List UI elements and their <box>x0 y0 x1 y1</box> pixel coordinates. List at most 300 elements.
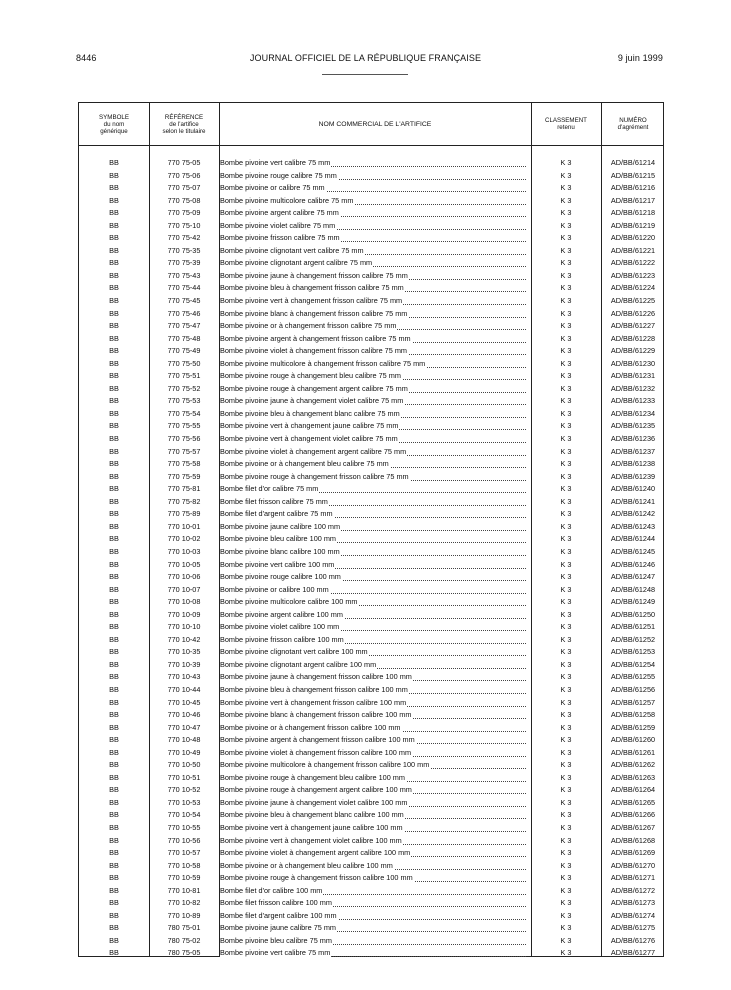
symbol-cell: BB <box>109 434 119 444</box>
name-cell <box>219 885 526 898</box>
table-row <box>79 295 663 308</box>
name-cell <box>219 935 526 948</box>
reference-cell: 770 75-47 <box>167 321 201 331</box>
table-row <box>79 433 663 446</box>
table-row <box>79 571 663 584</box>
reference-cell: 770 75-35 <box>167 245 201 255</box>
classement-cell: K 3 <box>560 383 572 393</box>
table-row <box>79 345 663 358</box>
table-row <box>79 947 663 960</box>
numero-cell: AD/BB/61277 <box>610 948 656 958</box>
classement-cell: K 3 <box>560 722 572 732</box>
numero-cell: AD/BB/61258 <box>610 710 656 720</box>
reference-cell: 770 10-57 <box>167 848 201 858</box>
name-text: Bombe pivoine violet à changement argent calibre 75 mm <box>220 446 407 456</box>
classement-cell: K 3 <box>560 521 572 531</box>
header-numero-line: d'agrément <box>617 124 649 131</box>
reference-cell: 770 75-45 <box>167 296 201 306</box>
table-row <box>79 320 663 333</box>
symbol-cell: BB <box>109 195 119 205</box>
classement-cell: K 3 <box>560 371 572 381</box>
reference-cell: 770 75-82 <box>167 496 201 506</box>
header-nom <box>219 103 531 145</box>
symbol-cell: BB <box>109 772 119 782</box>
symbol-cell: BB <box>109 233 119 243</box>
header-numero <box>601 103 665 145</box>
numero-cell: AD/BB/61269 <box>610 848 656 858</box>
name-text: Bombe pivoine blanc calibre 100 mm <box>220 546 340 556</box>
numero-cell: AD/BB/61226 <box>610 308 656 318</box>
table-row <box>79 195 663 208</box>
classement-cell: K 3 <box>560 484 572 494</box>
classement-cell: K 3 <box>560 195 572 205</box>
name-text: Bombe pivoine or calibre 75 mm <box>220 183 325 193</box>
name-text: Bombe pivoine vert à changement jaune calibre 100 mm <box>220 822 403 832</box>
numero-cell: AD/BB/61251 <box>610 622 656 632</box>
numero-cell: AD/BB/61250 <box>610 609 656 619</box>
table-row <box>79 734 663 747</box>
table-row <box>79 596 663 609</box>
symbol-cell: BB <box>109 521 119 531</box>
symbol-cell: BB <box>109 722 119 732</box>
symbol-cell: BB <box>109 647 119 657</box>
name-text: Bombe filet d'or calibre 100 mm <box>220 885 323 895</box>
reference-cell: 770 75-06 <box>167 170 201 180</box>
name-cell <box>219 659 526 672</box>
journal-title: JOURNAL OFFICIEL DE LA RÉPUBLIQUE FRANÇAISE <box>249 53 482 63</box>
name-text: Bombe filet d'argent calibre 100 mm <box>220 910 337 920</box>
name-cell <box>219 433 526 446</box>
numero-cell: AD/BB/61253 <box>610 647 656 657</box>
reference-cell: 770 10-45 <box>167 697 201 707</box>
name-cell <box>219 245 526 258</box>
table-row <box>79 257 663 270</box>
numero-cell: AD/BB/61241 <box>610 496 656 506</box>
name-cell <box>219 922 526 935</box>
classement-cell: K 3 <box>560 446 572 456</box>
name-text: Bombe pivoine bleu à changement frisson calibre 100 mm <box>220 684 408 694</box>
name-cell <box>219 195 526 208</box>
name-text: Bombe pivoine or à changement frisson calibre 75 mm <box>220 321 397 331</box>
symbol-cell: BB <box>109 910 119 920</box>
table-row <box>79 420 663 433</box>
table-row <box>79 220 663 233</box>
classement-cell: K 3 <box>560 572 572 582</box>
symbol-cell: BB <box>109 208 119 218</box>
reference-cell: 770 75-10 <box>167 220 201 230</box>
table-header <box>79 103 663 146</box>
header-classement <box>531 103 601 145</box>
table-row <box>79 860 663 873</box>
name-text: Bombe pivoine violet à changement argent calibre 100 mm <box>220 848 411 858</box>
numero-cell: AD/BB/61218 <box>610 208 656 218</box>
name-cell <box>219 835 526 848</box>
name-text: Bombe pivoine violet à changement frisson calibre 75 mm <box>220 346 407 356</box>
table-row <box>79 885 663 898</box>
page-number: 8446 <box>76 53 97 63</box>
classement-cell: K 3 <box>560 158 572 167</box>
reference-cell: 770 10-01 <box>167 521 201 531</box>
numero-cell: AD/BB/61243 <box>610 521 656 531</box>
name-cell <box>219 508 526 521</box>
numero-cell: AD/BB/61217 <box>610 195 656 205</box>
header-symbole-line: générique <box>100 127 128 135</box>
symbol-cell: BB <box>109 270 119 280</box>
table-row <box>79 559 663 572</box>
numero-cell: AD/BB/61268 <box>610 835 656 845</box>
name-text: Bombe pivoine violet à changement frisson calibre 100 mm <box>220 747 412 757</box>
numero-cell: AD/BB/61231 <box>610 371 656 381</box>
symbol-cell: BB <box>109 220 119 230</box>
numero-cell: AD/BB/61263 <box>610 772 656 782</box>
table-row <box>79 207 663 220</box>
name-cell <box>219 747 526 760</box>
numero-cell: AD/BB/61272 <box>610 885 656 895</box>
table-row <box>79 709 663 722</box>
table-row <box>79 697 663 710</box>
classement-cell: K 3 <box>560 559 572 569</box>
name-text: Bombe pivoine vert à changement violet calibre 75 mm <box>220 434 398 444</box>
symbol-cell: BB <box>109 396 119 406</box>
table-row <box>79 471 663 484</box>
numero-cell: AD/BB/61230 <box>610 358 656 368</box>
name-cell <box>219 860 526 873</box>
symbol-cell: BB <box>109 446 119 456</box>
symbol-cell: BB <box>109 659 119 669</box>
numero-cell: AD/BB/61234 <box>610 408 656 418</box>
numero-cell: AD/BB/61274 <box>610 910 656 920</box>
name-text: Bombe pivoine rouge à changement argent calibre 75 mm <box>220 383 408 393</box>
table-row <box>79 671 663 684</box>
table-row <box>79 308 663 321</box>
symbol-cell: BB <box>109 546 119 556</box>
classement-cell: K 3 <box>560 471 572 481</box>
reference-cell: 770 75-58 <box>167 459 201 469</box>
name-cell <box>219 671 526 684</box>
symbol-cell: BB <box>109 496 119 506</box>
name-text: Bombe pivoine rouge à changement argent calibre 100 mm <box>220 785 412 795</box>
numero-cell: AD/BB/61245 <box>610 546 656 556</box>
numero-cell: AD/BB/61238 <box>610 459 656 469</box>
name-text: Bombe filet frisson calibre 100 mm <box>220 898 332 908</box>
reference-cell: 770 10-08 <box>167 597 201 607</box>
table-row <box>79 496 663 509</box>
numero-cell: AD/BB/61273 <box>610 898 656 908</box>
numero-cell: AD/BB/61240 <box>610 484 656 494</box>
name-cell <box>219 295 526 308</box>
name-cell <box>219 257 526 270</box>
table-row <box>79 835 663 848</box>
reference-cell: 770 75-53 <box>167 396 201 406</box>
header-classement-line: CLASSEMENT <box>545 117 587 124</box>
reference-cell: 770 75-07 <box>167 183 201 193</box>
name-text: Bombe pivoine vert calibre 75 mm <box>220 158 331 167</box>
name-cell <box>219 182 526 195</box>
classement-cell: K 3 <box>560 183 572 193</box>
table-row <box>79 910 663 923</box>
classement-cell: K 3 <box>560 898 572 908</box>
name-text: Bombe pivoine clignotant argent calibre 100 mm <box>220 659 377 669</box>
name-text: Bombe pivoine clignotant argent calibre 75 mm <box>220 258 373 268</box>
name-cell <box>219 722 526 735</box>
symbol-cell: BB <box>109 923 119 933</box>
numero-cell: AD/BB/61229 <box>610 346 656 356</box>
classement-cell: K 3 <box>560 684 572 694</box>
name-text: Bombe pivoine frisson calibre 75 mm <box>220 233 340 243</box>
reference-cell: 770 75-44 <box>167 283 201 293</box>
symbol-cell: BB <box>109 296 119 306</box>
header-symbole <box>79 103 149 145</box>
numero-cell: AD/BB/61252 <box>610 634 656 644</box>
classement-cell: K 3 <box>560 283 572 293</box>
numero-cell: AD/BB/61227 <box>610 321 656 331</box>
numero-cell: AD/BB/61247 <box>610 572 656 582</box>
name-cell <box>219 282 526 295</box>
name-cell <box>219 684 526 697</box>
reference-cell: 770 10-47 <box>167 722 201 732</box>
name-text: Bombe filet d'argent calibre 75 mm <box>220 509 333 519</box>
name-cell <box>219 596 526 609</box>
header-divider <box>322 74 408 75</box>
reference-cell: 770 10-39 <box>167 659 201 669</box>
name-text: Bombe pivoine argent calibre 75 mm <box>220 208 339 218</box>
name-text: Bombe pivoine jaune calibre 100 mm <box>220 521 341 531</box>
classement-cell: K 3 <box>560 396 572 406</box>
table-row <box>79 797 663 810</box>
numero-cell: AD/BB/61246 <box>610 559 656 569</box>
symbol-cell: BB <box>109 835 119 845</box>
symbol-cell: BB <box>109 885 119 895</box>
name-cell <box>219 157 526 170</box>
numero-cell: AD/BB/61270 <box>610 860 656 870</box>
reference-cell: 770 75-57 <box>167 446 201 456</box>
symbol-cell: BB <box>109 371 119 381</box>
classement-cell: K 3 <box>560 848 572 858</box>
reference-cell: 770 10-03 <box>167 546 201 556</box>
name-cell <box>219 496 526 509</box>
name-cell <box>219 759 526 772</box>
table-row <box>79 546 663 559</box>
name-text: Bombe pivoine vert à changement frisson calibre 75 mm <box>220 296 403 306</box>
reference-cell: 770 10-44 <box>167 684 201 694</box>
name-cell <box>219 232 526 245</box>
name-text: Bombe pivoine vert à changement violet calibre 100 mm <box>220 835 402 845</box>
classement-cell: K 3 <box>560 333 572 343</box>
name-text: Bombe pivoine multicolore calibre 100 mm <box>220 597 358 607</box>
classement-cell: K 3 <box>560 308 572 318</box>
numero-cell: AD/BB/61235 <box>610 421 656 431</box>
name-cell <box>219 383 526 396</box>
reference-cell: 770 10-82 <box>167 898 201 908</box>
classement-cell: K 3 <box>560 584 572 594</box>
reference-cell: 770 75-46 <box>167 308 201 318</box>
name-text: Bombe pivoine vert calibre 100 mm <box>220 559 335 569</box>
numero-cell: AD/BB/61221 <box>610 245 656 255</box>
classement-cell: K 3 <box>560 233 572 243</box>
symbol-cell: BB <box>109 609 119 619</box>
reference-cell: 770 75-50 <box>167 358 201 368</box>
name-cell <box>219 471 526 484</box>
classement-cell: K 3 <box>560 797 572 807</box>
name-text: Bombe pivoine multicolore calibre 75 mm <box>220 195 354 205</box>
table-row <box>79 784 663 797</box>
symbol-cell: BB <box>109 873 119 883</box>
symbol-cell: BB <box>109 559 119 569</box>
reference-cell: 770 10-55 <box>167 822 201 832</box>
symbol-cell: BB <box>109 421 119 431</box>
classement-cell: K 3 <box>560 659 572 669</box>
name-cell <box>219 646 526 659</box>
name-text: Bombe pivoine rouge à changement frisson calibre 100 mm <box>220 873 413 883</box>
symbol-cell: BB <box>109 283 119 293</box>
name-cell <box>219 734 526 747</box>
classement-cell: K 3 <box>560 735 572 745</box>
name-text: Bombe pivoine rouge à changement bleu calibre 100 mm <box>220 772 405 782</box>
reference-cell: 770 10-51 <box>167 772 201 782</box>
numero-cell: AD/BB/61275 <box>610 923 656 933</box>
symbol-cell: BB <box>109 258 119 268</box>
table-row <box>79 659 663 672</box>
numero-cell: AD/BB/61271 <box>610 873 656 883</box>
name-text: Bombe pivoine argent calibre 100 mm <box>220 609 343 619</box>
table-row <box>79 508 663 521</box>
classement-cell: K 3 <box>560 509 572 519</box>
symbol-cell: BB <box>109 346 119 356</box>
reference-cell: 770 10-53 <box>167 797 201 807</box>
numero-cell: AD/BB/61228 <box>610 333 656 343</box>
symbol-cell: BB <box>109 860 119 870</box>
name-cell <box>219 609 526 622</box>
reference-cell: 770 10-50 <box>167 760 201 770</box>
classement-cell: K 3 <box>560 258 572 268</box>
table-row <box>79 446 663 459</box>
table-row <box>79 872 663 885</box>
table-row <box>79 609 663 622</box>
name-text: Bombe pivoine clignotant vert calibre 75 mm <box>220 245 364 255</box>
approval-table <box>78 102 664 957</box>
header-reference-line: RÉFÉRENCE <box>164 113 204 121</box>
numero-cell: AD/BB/61249 <box>610 597 656 607</box>
reference-cell: 770 75-43 <box>167 270 201 280</box>
name-text: Bombe pivoine rouge calibre 100 mm <box>220 572 341 582</box>
numero-cell: AD/BB/61248 <box>610 584 656 594</box>
name-cell <box>219 584 526 597</box>
symbol-cell: BB <box>109 572 119 582</box>
classement-cell: K 3 <box>560 647 572 657</box>
symbol-cell: BB <box>109 747 119 757</box>
numero-cell: AD/BB/61222 <box>610 258 656 268</box>
symbol-cell: BB <box>109 509 119 519</box>
name-text: Bombe pivoine violet calibre 100 mm <box>220 622 340 632</box>
name-text: Bombe pivoine jaune calibre 75 mm <box>220 923 337 933</box>
name-cell <box>219 320 526 333</box>
header-reference-line: selon le titulaire <box>162 127 206 135</box>
symbol-cell: BB <box>109 333 119 343</box>
reference-cell: 770 75-54 <box>167 408 201 418</box>
reference-cell: 770 10-56 <box>167 835 201 845</box>
numero-cell: AD/BB/61266 <box>610 810 656 820</box>
table-row <box>79 458 663 471</box>
reference-cell: 770 10-48 <box>167 735 201 745</box>
name-cell <box>219 446 526 459</box>
table-row <box>79 722 663 735</box>
name-text: Bombe pivoine rouge à changement bleu calibre 75 mm <box>220 371 401 381</box>
numero-cell: AD/BB/61223 <box>610 270 656 280</box>
table-row <box>79 935 663 948</box>
symbol-cell: BB <box>109 634 119 644</box>
name-cell <box>219 910 526 923</box>
name-text: Bombe pivoine multicolore à changement frisson calibre 100 mm <box>220 760 430 770</box>
symbol-cell: BB <box>109 170 119 180</box>
name-text: Bombe pivoine bleu calibre 100 mm <box>220 534 337 544</box>
table-row <box>79 170 663 183</box>
reference-cell: 770 75-09 <box>167 208 201 218</box>
reference-cell: 770 10-58 <box>167 860 201 870</box>
reference-cell: 770 75-59 <box>167 471 201 481</box>
reference-cell: 770 75-81 <box>167 484 201 494</box>
reference-cell: 770 75-52 <box>167 383 201 393</box>
classement-cell: K 3 <box>560 220 572 230</box>
table-body <box>79 157 663 960</box>
numero-cell: AD/BB/61232 <box>610 383 656 393</box>
classement-cell: K 3 <box>560 296 572 306</box>
symbol-cell: BB <box>109 383 119 393</box>
classement-cell: K 3 <box>560 459 572 469</box>
numero-cell: AD/BB/61236 <box>610 434 656 444</box>
name-text: Bombe pivoine clignotant vert calibre 100 mm <box>220 647 368 657</box>
classement-cell: K 3 <box>560 710 572 720</box>
name-text: Bombe pivoine argent à changement frisson calibre 100 mm <box>220 735 415 745</box>
reference-cell: 770 75-48 <box>167 333 201 343</box>
table-row <box>79 584 663 597</box>
table-row <box>79 847 663 860</box>
reference-cell: 770 10-59 <box>167 873 201 883</box>
name-cell <box>219 333 526 346</box>
symbol-cell: BB <box>109 484 119 494</box>
classement-cell: K 3 <box>560 358 572 368</box>
table-row <box>79 157 663 170</box>
table-row <box>79 809 663 822</box>
numero-cell: AD/BB/61220 <box>610 233 656 243</box>
classement-cell: K 3 <box>560 672 572 682</box>
name-text: Bombe pivoine vert calibre 75 mm <box>220 948 331 958</box>
reference-cell: 770 10-43 <box>167 672 201 682</box>
reference-cell: 780 75-02 <box>167 935 201 945</box>
symbol-cell: BB <box>109 735 119 745</box>
header-numero-line: NUMÉRO <box>619 117 647 124</box>
name-text: Bombe pivoine multicolore à changement frisson calibre 75 mm <box>220 358 426 368</box>
classement-cell: K 3 <box>560 609 572 619</box>
reference-cell: 770 10-35 <box>167 647 201 657</box>
classement-cell: K 3 <box>560 321 572 331</box>
classement-cell: K 3 <box>560 860 572 870</box>
symbol-cell: BB <box>109 584 119 594</box>
name-text: Bombe pivoine or à changement bleu calibre 100 mm <box>220 860 393 870</box>
classement-cell: K 3 <box>560 496 572 506</box>
name-cell <box>219 458 526 471</box>
numero-cell: AD/BB/61242 <box>610 509 656 519</box>
symbol-cell: BB <box>109 321 119 331</box>
classement-cell: K 3 <box>560 772 572 782</box>
table-row <box>79 232 663 245</box>
symbol-cell: BB <box>109 245 119 255</box>
classement-cell: K 3 <box>560 421 572 431</box>
name-cell <box>219 546 526 559</box>
table-row <box>79 370 663 383</box>
reference-cell: 770 75-55 <box>167 421 201 431</box>
name-cell <box>219 408 526 421</box>
classement-cell: K 3 <box>560 634 572 644</box>
